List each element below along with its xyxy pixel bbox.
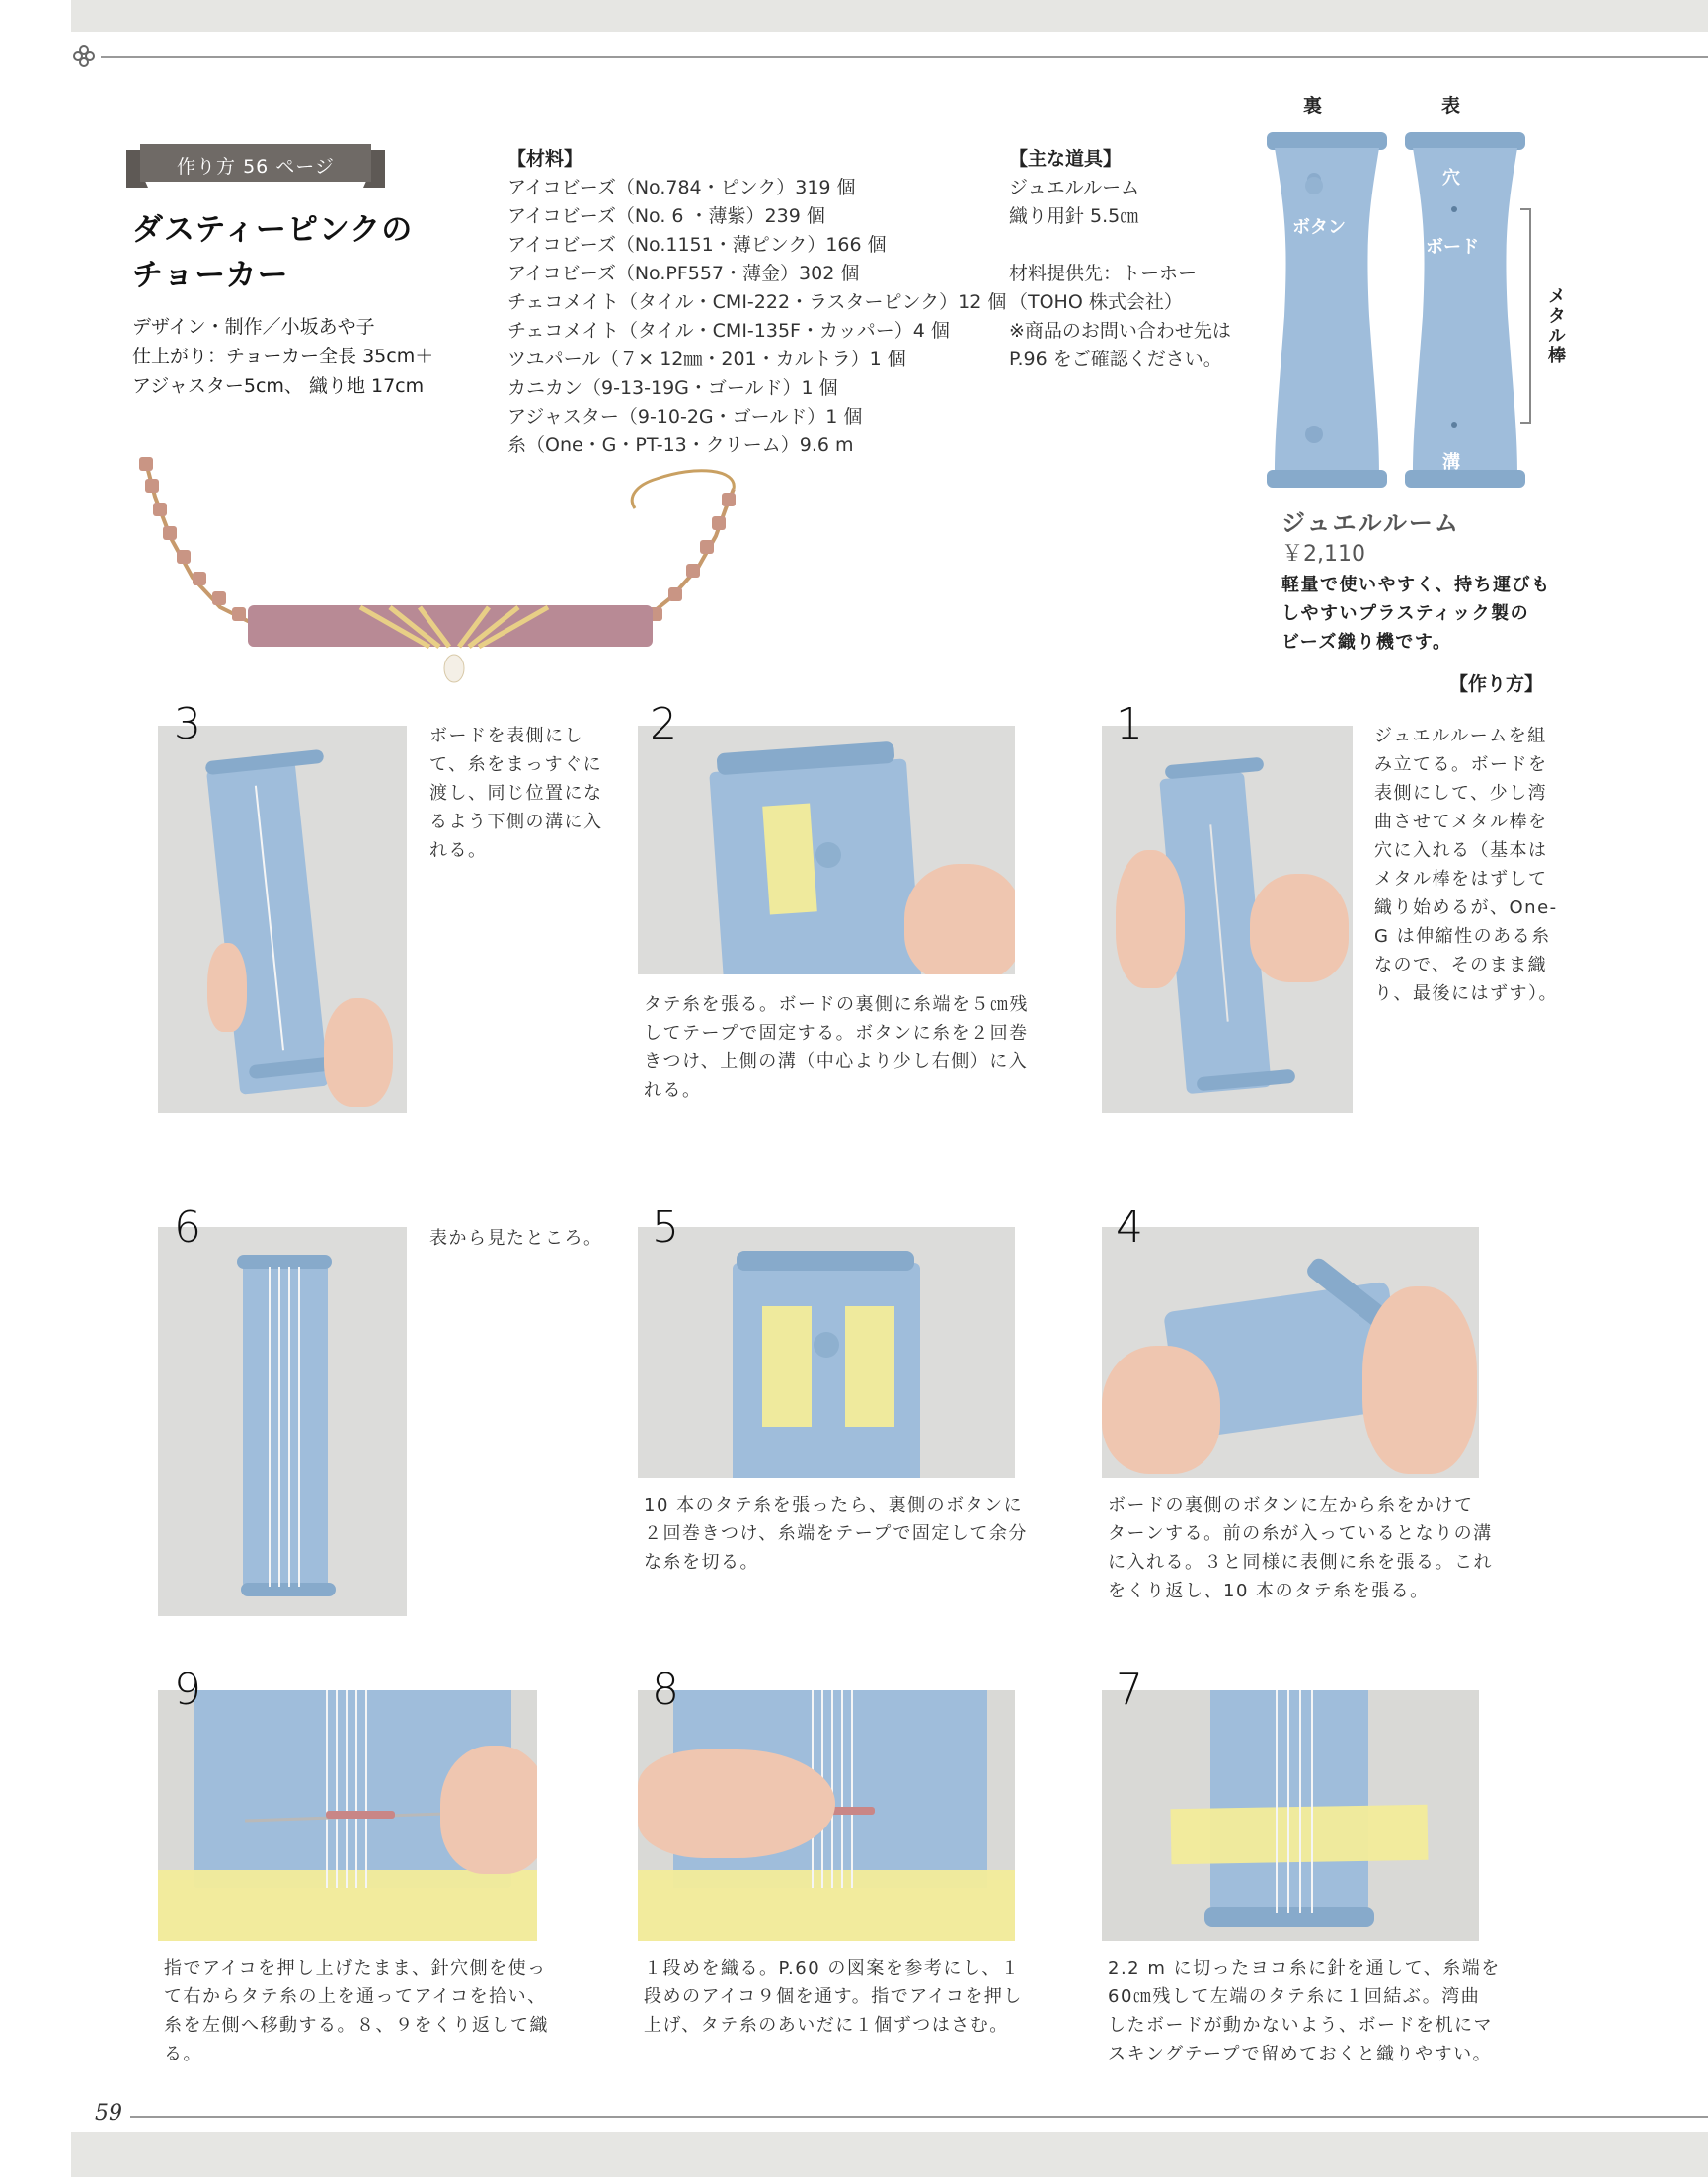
step-7-number: 7 [1116, 1665, 1143, 1715]
step-8-line-2: 段めのアイコ９個を通す。指でアイコを押し [644, 1986, 1023, 2007]
step-8-number: 8 [652, 1665, 679, 1715]
step-6-number: 6 [174, 1203, 201, 1253]
credit: デザイン・制作／小坂あや子 [132, 316, 375, 338]
supplier-line-2: （TOHO 株式会社） [1009, 291, 1183, 313]
bottom-band [71, 2132, 1708, 2177]
step-2-photo [638, 726, 1015, 974]
step-4-caption [1108, 1491, 1493, 1605]
rod-label: メタル棒 [1545, 286, 1566, 365]
step-7-caption [1108, 1954, 1501, 2068]
step-5-photo [638, 1227, 1015, 1478]
step-5-line-2: ２回巻きつけ、糸端をテープで固定して余分 [644, 1523, 1028, 1544]
step-8-line-1: １段めを織る。P.60 の図案を参考にし、１ [644, 1958, 1021, 1979]
step-4-line-3: に入れる。３と同様に表側に糸を張る。これ [1108, 1552, 1493, 1573]
supplier-line-3: ※商品のお問い合わせ先は [1009, 320, 1231, 342]
loom-desc-line-1: 軽量で使いやすく、持ち運びも [1281, 575, 1551, 595]
step-8-line-3: 上げ、タテ糸のあいだに１個ずつはさむ。 [644, 2015, 1009, 2036]
clover-ornament-icon [73, 45, 95, 67]
step-1-number: 1 [1116, 699, 1143, 749]
step-3-line-5: れる。 [429, 840, 488, 861]
loom-back-label: 裏 [1303, 95, 1323, 117]
materials-item-9: アジャスター（9-10-2G・ゴールド）1 個 [507, 406, 863, 428]
loom-product-name: ジュエルルーム [1281, 509, 1460, 537]
materials-item-4: アイコビーズ（No.PF557・薄金）302 個 [507, 263, 860, 284]
step-1-line-4: 曲させてメタル棒を [1374, 812, 1548, 832]
step-8-caption [644, 1954, 1023, 2040]
materials-item-5: チェコメイト（タイル・CMI-222・ラスターピンク）12 個 [507, 291, 1007, 313]
finish-size-line-1: 仕上がり：チョーカー全長 35cm＋ [132, 346, 434, 367]
finish-size-line-2: アジャスター5cm、 織り地 17cm [132, 375, 425, 397]
tools-heading: 【主な道具】 [1009, 148, 1123, 170]
loom-groove-label: 溝 [1442, 452, 1460, 473]
step-9-line-1: 指でアイコを押し上げたまま、針穴側を使っ [164, 1958, 547, 1979]
step-1-caption [1374, 722, 1558, 1008]
materials-item-3: アイコビーズ（No.1151・薄ピンク）166 個 [507, 234, 887, 256]
step-9-number: 9 [174, 1665, 201, 1715]
step-2-caption [644, 990, 1029, 1105]
step-4-line-4: をくり返し、10 本のタテ糸を張る。 [1108, 1581, 1430, 1601]
loom-front-diagram [1405, 128, 1525, 494]
loom-description [1281, 571, 1551, 657]
materials-item-1: アイコビーズ（No.784・ピンク）319 個 [507, 177, 856, 198]
step-4-number: 4 [1116, 1203, 1143, 1253]
step-4-photo [1102, 1227, 1479, 1478]
loom-price: ￥2,110 [1281, 542, 1365, 567]
step-3-caption [429, 722, 603, 865]
step-1-line-1: ジュエルルームを組 [1374, 726, 1547, 746]
step-3-number: 3 [174, 699, 201, 749]
pattern-ref-text: 作り方 56 ページ [177, 156, 335, 178]
step-5-caption [644, 1491, 1028, 1577]
step-2-line-2: してテープで固定する。ボタンに糸を２回巻 [644, 1023, 1029, 1044]
page-number: 59 [95, 2101, 122, 2126]
top-rule [101, 56, 1708, 58]
tools-item-2: 織り用針 5.5㎝ [1009, 205, 1139, 227]
step-7-line-4: スキングテープで留めておくと織りやすい。 [1108, 2044, 1493, 2064]
title-line-2: チョーカー [132, 258, 289, 293]
materials-item-10: 糸（One・G・PT-13・クリーム）9.6 m [507, 434, 854, 456]
step-5-line-3: な糸を切る。 [644, 1552, 759, 1573]
step-8-photo [638, 1690, 1015, 1941]
step-2-number: 2 [650, 699, 677, 749]
step-1-line-3: 表側にして、少し湾 [1374, 783, 1548, 804]
step-2-line-4: れる。 [644, 1080, 702, 1101]
loom-board-label: ボード [1426, 237, 1479, 258]
step-9-line-4: る。 [164, 2044, 202, 2064]
step-4-line-2: ターンする。前の糸が入っているとなりの溝 [1108, 1523, 1493, 1544]
loom-button-label: ボタン [1292, 217, 1346, 238]
step-1-line-7: 織り始めるが、One- [1374, 897, 1558, 918]
rod-bracket [1520, 207, 1534, 425]
step-7-line-3: したボードが動かないよう、ボードを机にマ [1108, 2015, 1493, 2036]
bottom-rule [130, 2116, 1708, 2118]
page-title [132, 207, 413, 298]
step-3-line-4: るよう下側の溝に入 [429, 812, 603, 832]
step-1-line-9: なので、そのまま織 [1374, 955, 1548, 975]
step-1-photo [1102, 726, 1353, 1113]
materials-item-6: チェコメイト（タイル・CMI-135F・カッパー）4 個 [507, 320, 950, 342]
step-3-line-2: て、糸をまっすぐに [429, 754, 603, 775]
pattern-ref-banner [126, 142, 385, 190]
step-7-photo [1102, 1690, 1479, 1941]
loom-back-diagram [1267, 128, 1387, 494]
loom-desc-line-3: ビーズ織り機です。 [1281, 632, 1452, 653]
step-6-photo [158, 1227, 407, 1616]
step-7-line-2: 60㎝残して左端のタテ糸に１回結ぶ。湾曲 [1108, 1986, 1481, 2007]
tools-section [1009, 144, 1231, 374]
step-1-line-8: G は伸縮性のある糸 [1374, 926, 1551, 947]
top-band [71, 0, 1708, 32]
supplier-line-1: 材料提供先：トーホー [1009, 263, 1198, 284]
step-9-photo [158, 1690, 537, 1941]
method-heading: 【作り方】 [1449, 673, 1544, 695]
step-6-caption [429, 1224, 603, 1253]
materials-section [507, 144, 1006, 460]
materials-item-8: カニカン（9-13-19G・ゴールド）1 個 [507, 377, 838, 399]
step-1-line-6: メタル棒をはずして [1374, 869, 1548, 890]
step-4-line-1: ボードの裏側のボタンに左から糸をかけて [1108, 1495, 1474, 1516]
materials-item-2: アイコビーズ（No. 6 ・薄紫）239 個 [507, 205, 825, 227]
step-3-line-1: ボードを表側にし [429, 726, 583, 746]
credit-block [132, 312, 433, 401]
title-line-1: ダスティーピンクの [132, 212, 414, 248]
tools-item-1: ジュエルルーム [1009, 177, 1140, 198]
step-1-line-10: り、最後にはずす）。 [1374, 983, 1558, 1004]
step-5-number: 5 [652, 1203, 679, 1253]
step-2-line-1: タテ糸を張る。ボードの裏側に糸端を５㎝残 [644, 994, 1029, 1015]
step-3-line-3: 渡し、同じ位置にな [429, 783, 603, 804]
step-9-caption [164, 1954, 549, 2068]
choker-photo [133, 449, 765, 686]
materials-item-7: ツユパール（７× 12㎜・201・カルトラ）1 個 [507, 349, 906, 370]
step-1-line-2: み立てる。ボードを [1374, 754, 1548, 775]
loom-desc-line-2: しやすいプラスティック製の [1281, 603, 1530, 624]
step-5-line-1: 10 本のタテ糸を張ったら、裏側のボタンに [644, 1495, 1024, 1516]
step-3-photo [158, 726, 407, 1113]
step-6-line-1: 表から見たところ。 [429, 1228, 603, 1249]
step-9-line-3: 糸を左側へ移動する。８、９をくり返して織 [164, 2015, 549, 2036]
step-9-line-2: て右からタテ糸の上を通ってアイコを拾い、 [164, 1986, 547, 2007]
supplier-line-4: P.96 をご確認ください。 [1009, 349, 1222, 370]
loom-front-label: 表 [1441, 95, 1461, 117]
step-7-line-1: 2.2 m に切ったヨコ糸に針を通して、糸端を [1108, 1958, 1501, 1979]
step-2-line-3: きつけ、上側の溝（中心より少し右側）に入 [644, 1051, 1029, 1072]
loom-hole-label: 穴 [1442, 168, 1460, 189]
materials-heading: 【材料】 [507, 148, 583, 170]
step-1-line-5: 穴に入れる（基本は [1374, 840, 1548, 861]
